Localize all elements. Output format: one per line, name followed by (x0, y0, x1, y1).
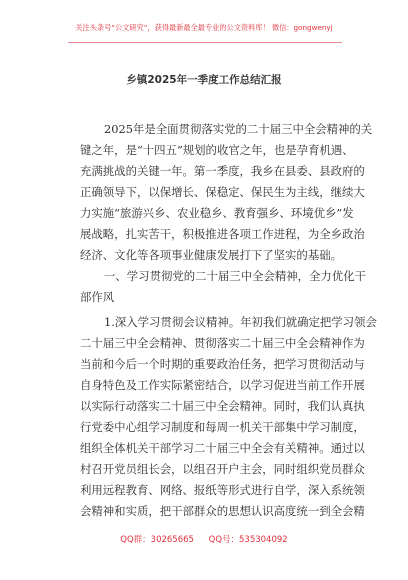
paragraph-line: 力实施“旅游兴乡、农业稳乡、教育强乡、环境优乡”发 (80, 206, 354, 220)
paragraph-line: 行党委中心组学习制度和每周一机关干部集中学习制度， (80, 420, 365, 434)
paragraph-line: 正确领导下，以保增长、保稳定、保民生为主线，继续大 (80, 185, 365, 199)
paragraph-line: 2025年是全面贯彻落实党的二十届三中全会精神的关 (104, 122, 373, 136)
heading-line: 部作风 (80, 290, 115, 304)
section-heading (80, 266, 366, 308)
paragraph-line: 自身特色及工作实际紧密结合，以学习促进当前工作开展 (80, 378, 365, 392)
paragraph-line: 村召开党员组长会，以组召开户主会，同时组织党员群众 (80, 462, 365, 476)
header-divider (68, 42, 342, 43)
paragraph-line: 展战略，扎实苦干，积极推进各项工作进程，为全乡政治 (80, 227, 365, 241)
document-title: 乡镇2025年一季度工作总结汇报 (126, 74, 282, 86)
paragraph-line: 经济、文化等各项事业健康发展打下了坚实的基础。 (80, 248, 342, 262)
paragraph-line: 当前和今后一个时期的重要政治任务，把学习贯彻活动与 (80, 357, 365, 371)
paragraph-line: 键之年，是“十四五”规划的收官之年，也是孕育机遇、 (80, 143, 354, 157)
paragraph-line: 1.深入学习贯彻会议精神。年初我们就确定把学习领会 (104, 315, 377, 329)
qq-number-text: QQ号：535304092 (208, 535, 288, 545)
paragraph-line: 充满挑战的关键一年。第一季度，我乡在县委、县政府的 (80, 164, 365, 178)
heading-line: 一、学习贯彻党的二十届三中全会精神，全力优化干 (104, 269, 366, 283)
paragraph-line: 利用远程教育、网络、报纸等形式进行自学，深入系统领 (80, 483, 365, 497)
footer-contact (0, 533, 408, 545)
paragraph-line: 会精神和实质，把干部群众的思想认识高度统一到全会精 (80, 504, 365, 518)
paragraph-line: 组织全体机关干部学习二十届三中全会有关精神。通过以 (80, 441, 365, 455)
qq-group-text: QQ群：30265665 (120, 535, 194, 545)
promo-banner: 关注头条号“公文研究”，获得最新最全最专业的公文资料库！ 微信：gongwenyj (75, 23, 333, 32)
intro-paragraph (80, 119, 373, 266)
paragraph-line: 二十届三中全会精神、贯彻落实二十届三中全会精神作为 (80, 336, 365, 350)
paragraph-line: 以实际行动落实二十届三中全会精神。同时，我们认真执 (80, 399, 365, 413)
subsection-paragraph (80, 312, 377, 522)
